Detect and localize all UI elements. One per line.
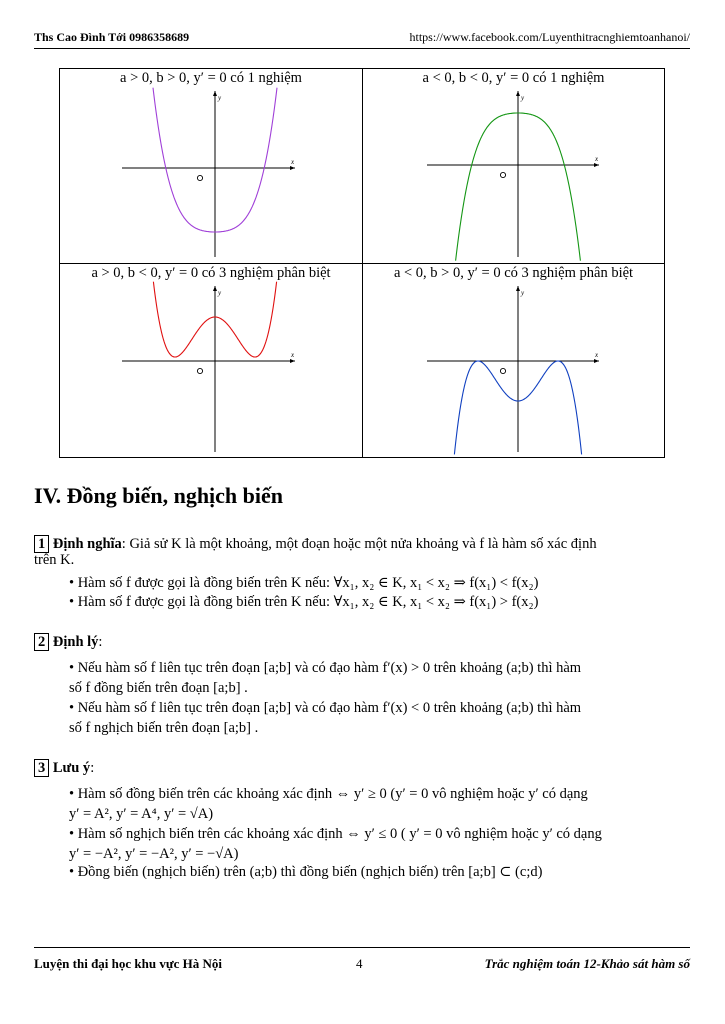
graph-caption: a > 0, b > 0, y′ = 0 có 1 nghiệm: [120, 70, 302, 86]
graph-plot: [60, 264, 362, 457]
origin-marker: [197, 368, 202, 373]
page-number: 4: [356, 956, 363, 971]
definition-block: [34, 535, 694, 554]
header-url[interactable]: https://www.facebook.com/Luyenthitracnghiemtoanhanoi/: [409, 30, 690, 44]
note-label: Lưu ý: [52, 760, 91, 776]
x-axis-label: x: [595, 155, 599, 163]
theorem-line-1: • Nếu hàm số f liên tục trên đoạn [a;b] và có đạo hàm f′(x) > 0 trên khoảng (a;b) thì hàm: [69, 660, 582, 676]
origin-marker: [500, 368, 505, 373]
definition-bullet-1: • Hàm số f được gọi là đồng biến trên K nếu: ∀x₁, x₂ ∈ K, x₁ < x₂ ⇒ f(x₁) < f(x₂): [69, 575, 539, 591]
y-arrow-icon: [516, 286, 520, 291]
graph-plot: [60, 69, 362, 263]
definition-text-cont: trên K.: [34, 552, 75, 568]
graph-caption: a > 0, b < 0, y′ = 0 có 3 nghiệm phân biệt: [91, 265, 331, 281]
graph-caption: a < 0, b > 0, y′ = 0 có 3 nghiệm phân biệt: [393, 265, 634, 281]
graph-plot: [363, 264, 664, 457]
note-line-1: • Hàm số đồng biến trên các khoảng xác định ⇔ y′ ≥ 0 (y′ = 0 vô nghiệm hoặc y′ có dạng: [69, 786, 588, 802]
graph-table: [59, 68, 665, 458]
footer-left: Luyện thi đại học khu vực Hà Nội: [34, 956, 223, 971]
graph-cell-1: [60, 69, 363, 264]
definition-number: 1: [34, 535, 49, 553]
footer-right: Trắc nghiệm toán 12-Khảo sát hàm số: [484, 956, 690, 971]
header-author: Ths Cao Đình Tới 0986358689: [34, 30, 190, 44]
graph-cell-3: [60, 264, 363, 457]
theorem-number: 2: [34, 633, 49, 651]
theorem-line-4: số f nghịch biến trên đoạn [a;b] .: [69, 720, 259, 736]
y-arrow-icon: [213, 91, 217, 96]
definition-text: : Giả sử K là một khoảng, một đoạn hoặc một nửa khoảng và f là hàm số xác định: [121, 536, 597, 552]
note-colon: :: [90, 760, 95, 776]
theorem-line-2: số f đồng biến trên đoạn [a;b] .: [69, 680, 248, 696]
x-axis-label: x: [595, 351, 599, 359]
graph-cell-2: [363, 69, 664, 264]
x-arrow-icon: [290, 359, 295, 363]
y-axis-label: y: [218, 289, 222, 297]
x-axis-label: x: [291, 158, 295, 166]
note-line-4: y′ = −A², y′ = −A², y′ = −√A): [69, 846, 239, 862]
graph-cell-4: [363, 264, 664, 457]
footer-rule: [34, 947, 690, 948]
y-arrow-icon: [516, 91, 520, 96]
note-line-3: • Hàm số nghịch biến trên các khoảng xác định ⇔ y′ ≤ 0 ( y′ = 0 vô nghiệm hoặc y′ có dạng: [69, 826, 602, 842]
theorem-colon: :: [98, 634, 103, 650]
note-line-5: • Đồng biến (nghịch biến) trên (a;b) thì đồng biến (nghịch biến) trên [a;b] ⊂ (c;d): [69, 864, 543, 880]
y-axis-label: y: [521, 289, 525, 297]
graph-plot: [363, 69, 664, 263]
note-number: 3: [34, 759, 49, 777]
definition-label: Định nghĩa: [52, 536, 122, 552]
graph-caption: a < 0, b < 0, y′ = 0 có 1 nghiệm: [422, 70, 605, 86]
theorem-line-3: • Nếu hàm số f liên tục trên đoạn [a;b] và có đạo hàm f′(x) < 0 trên khoảng (a;b) thì hàm: [69, 700, 582, 716]
x-axis-label: x: [291, 351, 295, 359]
y-axis-label: y: [521, 94, 525, 102]
y-axis-label: y: [218, 94, 222, 102]
note-heading: [34, 759, 94, 778]
origin-marker: [500, 172, 505, 177]
definition-bullet-2: • Hàm số f được gọi là đồng biến trên K nếu: ∀x₁, x₂ ∈ K, x₁ < x₂ ⇒ f(x₁) > f(x₂): [69, 594, 539, 610]
x-arrow-icon: [594, 359, 599, 363]
section-title: IV. Đồng biến, nghịch biến: [34, 483, 284, 508]
header-rule: [34, 48, 690, 49]
y-arrow-icon: [213, 286, 217, 291]
origin-marker: [197, 175, 202, 180]
note-line-2: y′ = A², y′ = A⁴, y′ = √A): [69, 806, 214, 822]
theorem-heading: [34, 633, 102, 652]
x-arrow-icon: [594, 163, 599, 167]
x-arrow-icon: [290, 166, 295, 170]
theorem-label: Định lý: [52, 634, 99, 650]
